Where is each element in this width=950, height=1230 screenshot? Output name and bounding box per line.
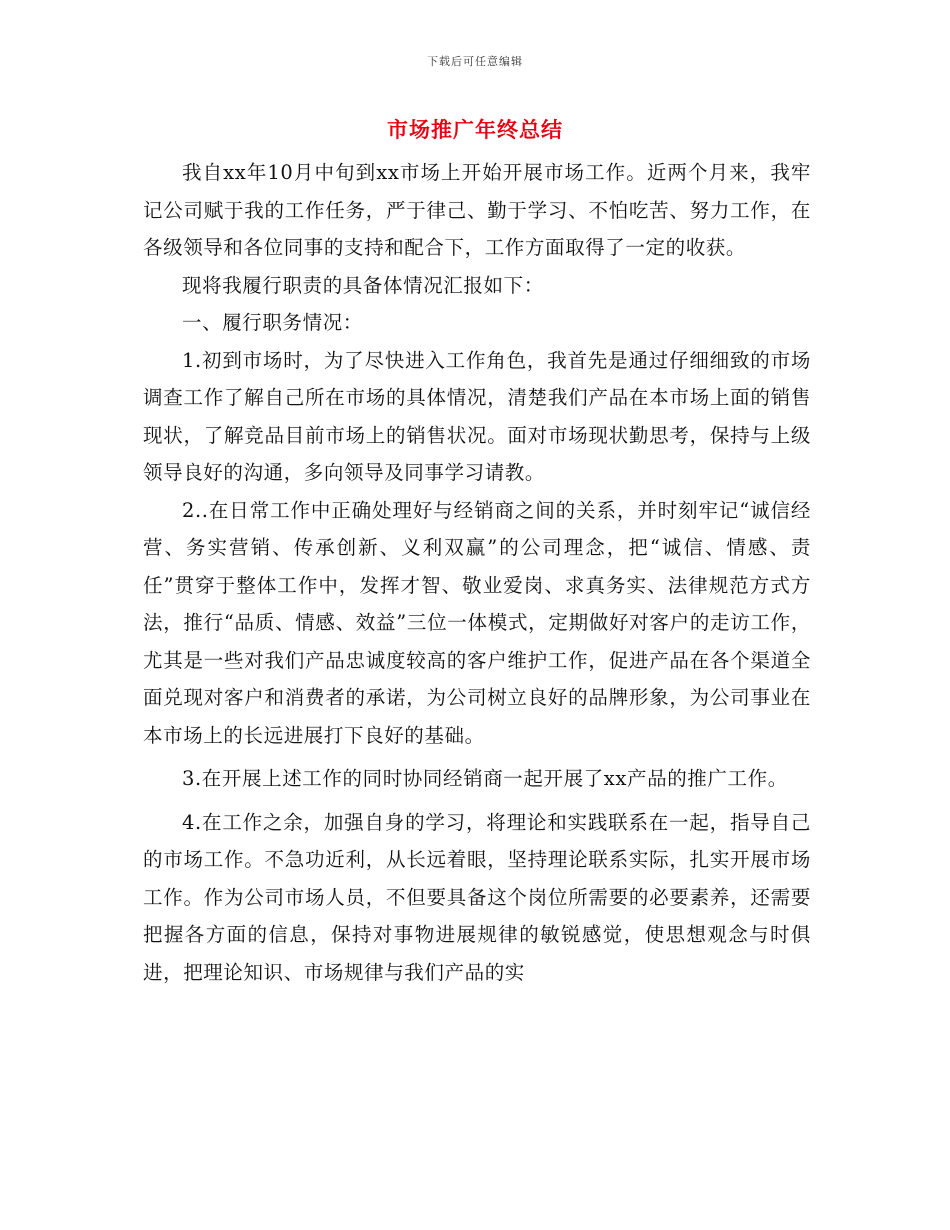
paragraph-item-2: 2..在日常工作中正确处理好与经销商之间的关系，并时刻牢记“诚信经营、务实营销、传承创新、义利双赢”的公司理念，把“诚信、情感、责任”贯穿于整体工作中，发挥才智、敬业爱岗、求真务实、法律规范方式方法，推行“品质、情感、效益”三位一体模式，定期做好对客户的走访工作，尤其是一些对我们产品忠诚度较高的客户维护工作，促进产品在各个渠道全面兑现对客户和消费者的承诺，为公司树立良好的品牌形象，为公司事业在本市场上的长远进展打下良好的基础。 xyxy=(143,498,811,747)
paragraph-item-1: 1.初到市场时，为了尽快进入工作角色，我首先是通过仔细细致的市场调查工作了解自己所在市场的具体情况，清楚我们产品在本市场上面的销售现状，了解竞品目前市场上的销售状况。面对市场现状勤思考，保持与上级领导良好的沟通，多向领导及同事学习请教。 xyxy=(143,348,811,484)
header-note: 下载后可任意编辑 xyxy=(427,55,523,68)
document-title: 市场推广年终总结 xyxy=(387,117,563,142)
paragraph-intro: 我自xx年10月中旬到xx市场上开始开展市场工作。近两个月来，我牢记公司赋于我的工作任务，严于律己、勤于学习、不怕吃苦、努力工作，在各级领导和各位同事的支持和配合下，工作方面取得了一定的收获。 xyxy=(143,161,811,259)
paragraph-item-4: 4.在工作之余，加强自身的学习，将理论和实践联系在一起，指导自己的市场工作。不急功近利，从长远着眼，坚持理论联系实际，扎实开展市场工作。作为公司市场人员，不但要具备这个岗位所需要的必要素养，还需要把握各方面的信息，保持对事物进展规律的敏锐感觉，使思想观念与时俱进，把理论知识、市场规律与我们产品的实 xyxy=(143,810,811,984)
document-body xyxy=(143,154,811,991)
paragraph-item-3: 3.在开展上述工作的同时协同经销商一起开展了xx产品的推广工作。 xyxy=(182,767,788,790)
section-heading-duties: 一、履行职务情况： xyxy=(182,311,363,334)
paragraph-report-lead: 现将我履行职责的具备体情况汇报如下： xyxy=(182,273,544,297)
